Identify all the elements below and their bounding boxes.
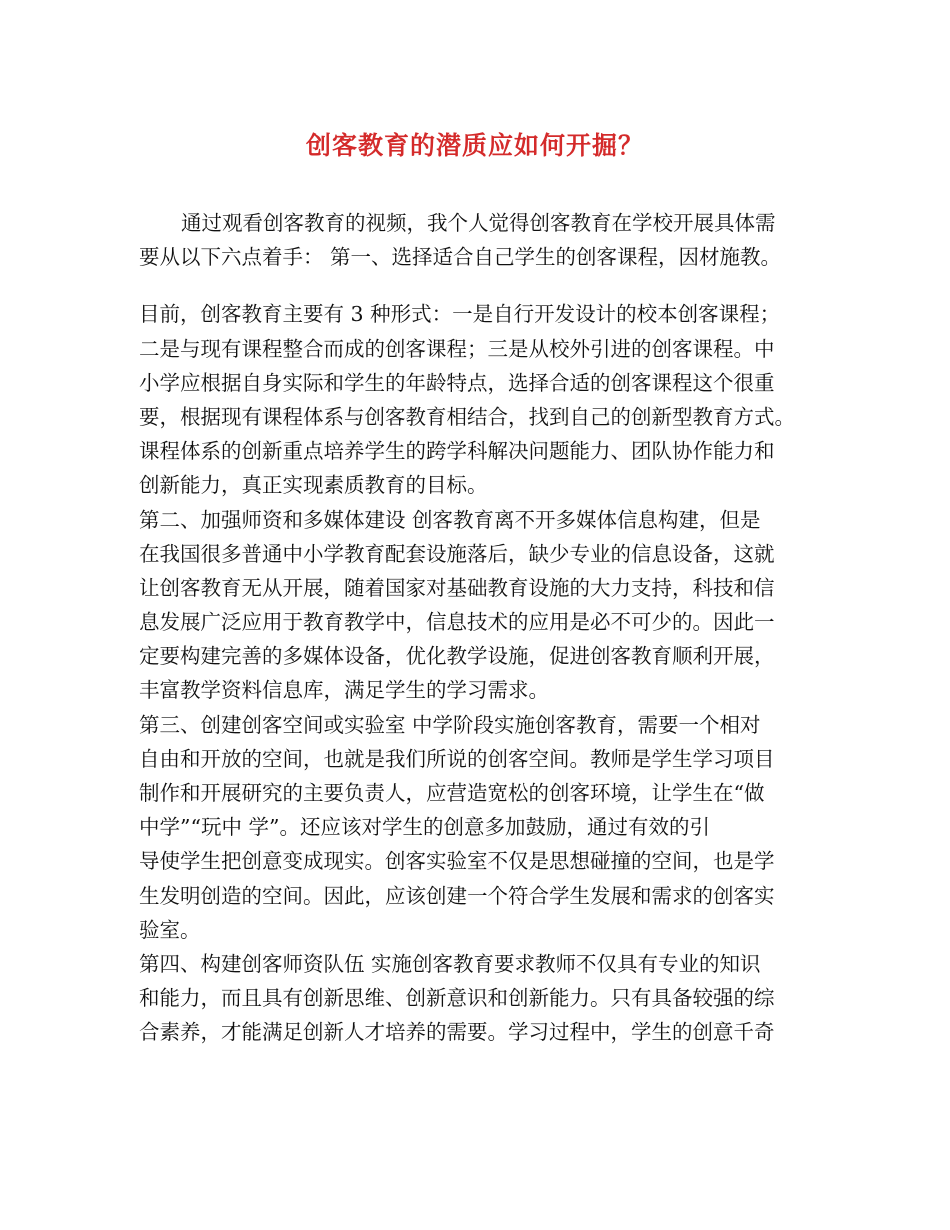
body-line: 息发展广泛应用于教育教学中，信息技术的应用是必不可少的。因此一 — [139, 610, 775, 635]
body-line: 自由和开放的空间，也就是我们所说的创客空间。教师是学生学习项目 — [139, 746, 775, 771]
paragraph-gap — [139, 274, 819, 297]
body-line: 合素养，才能满足创新人才培养的需要。学习过程中，学生的创意千奇 — [139, 1020, 775, 1045]
body-line: 创新能力，真正实现素质教育的目标。 — [139, 473, 488, 498]
document-body — [139, 206, 819, 1050]
body-line: 在我国很多普通中小学教育配套设施落后，缺少专业的信息设备，这就 — [139, 541, 775, 566]
body-line: 二是与现有课程整合而成的创客课程；三是从校外引进的创客课程。中 — [139, 336, 775, 361]
body-line: 通过观看创客教育的视频，我个人觉得创客教育在学校开展具体需 — [181, 211, 776, 235]
body-line: 丰富教学资料信息库，满足学生的学习需求。 — [139, 678, 549, 703]
body-line: 生发明创造的空间。因此，应该创建一个符合学生发展和需求的创客实 — [139, 883, 775, 908]
body-line: 要，根据现有课程体系与创客教育相结合，找到自己的创新型教育方式。 — [139, 404, 795, 429]
body-line: 让创客教育无从开展，随着国家对基础教育设施的大力支持，科技和信 — [139, 575, 775, 600]
body-line: 要从以下六点着手： 第一、选择适合自己学生的创客课程，因材施教。 — [139, 245, 782, 270]
body-line: 定要构建完善的多媒体设备，优化教学设施，促进创客教育顺利开展， — [139, 644, 775, 669]
body-line: 第四、构建创客师资队伍 实施创客教育要求教师不仅具有专业的知识 — [139, 951, 761, 976]
body-line: 验室。 — [139, 917, 201, 942]
body-line: 第二、加强师资和多媒体建设 创客教育离不开多媒体信息构建，但是 — [139, 507, 761, 532]
body-line: 制作和开展研究的主要负责人，应营造宽松的创客环境，让学生在“做 — [139, 781, 765, 805]
body-line: 导使学生把创意变成现实。创客实验室不仅是思想碰撞的空间，也是学 — [139, 849, 775, 874]
body-line: 目前，创客教育主要有 3 种形式：一是自行开发设计的校本创客课程； — [139, 302, 781, 327]
body-line: 中学”“玩中 学”。还应该对学生的创意多加鼓励，通过有效的引 — [139, 815, 710, 840]
body-line: 课程体系的创新重点培养学生的跨学科解决问题能力、团队协作能力和 — [139, 439, 775, 464]
body-line: 和能力，而且具有创新思维、创新意识和创新能力。只有具备较强的综 — [139, 986, 775, 1011]
body-line: 第三、创建创客空间或实验室 中学阶段实施创客教育，需要一个相对 — [139, 712, 761, 737]
body-line: 小学应根据自身实际和学生的年龄特点，选择合适的创客课程这个很重 — [139, 370, 775, 395]
page-title: 创客教育的潜质应如何开掘？ — [305, 131, 644, 160]
